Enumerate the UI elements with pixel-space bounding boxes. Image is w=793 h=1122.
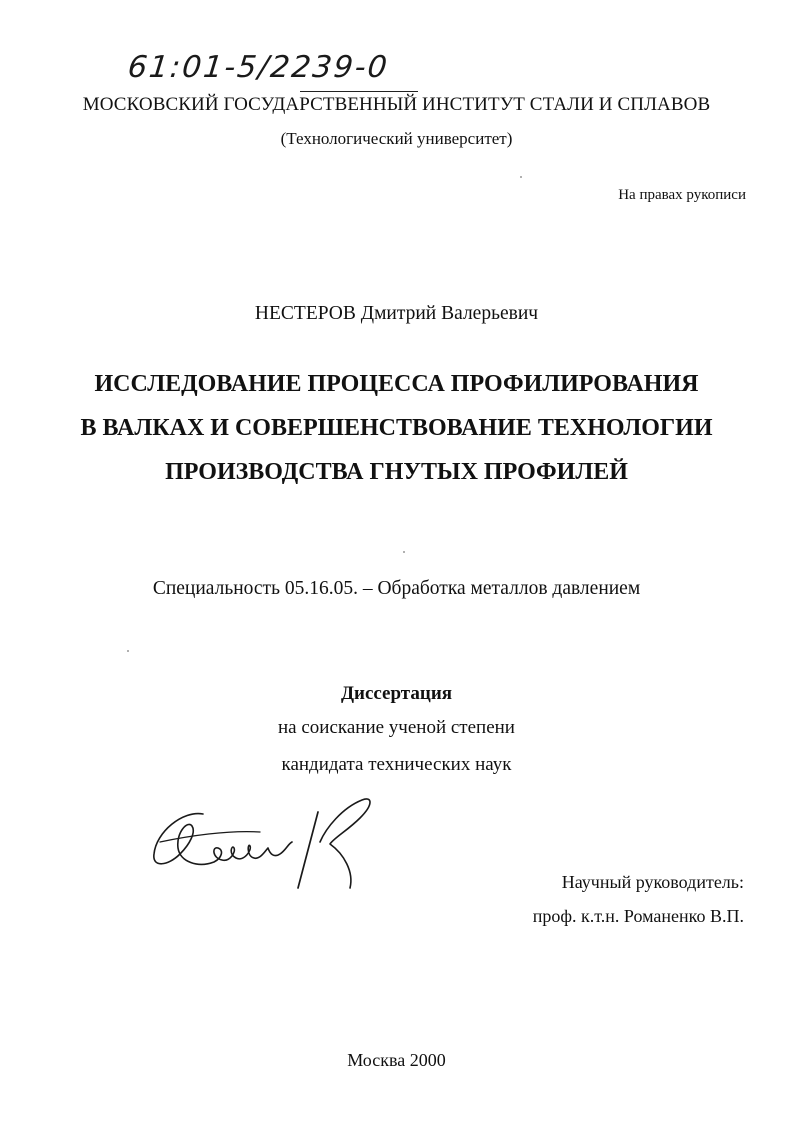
- institute-name: МОСКОВСКИЙ ГОСУДАРСТВЕННЫЙ ИНСТИТУТ СТАЛИ И СПЛАВОВ: [82, 94, 711, 115]
- institute-subtitle: (Технологический университет): [280, 129, 513, 148]
- author-name: НЕСТЕРОВ Дмитрий Валерьевич: [254, 303, 539, 324]
- scan-speck: [127, 650, 129, 652]
- scan-speck: [403, 551, 405, 553]
- archive-underline: [300, 91, 418, 92]
- dissertation-label: Диссертация: [340, 683, 453, 704]
- degree-line-1: на соискание ученой степени: [278, 717, 515, 738]
- rights-note: На правах рукописи: [618, 187, 746, 203]
- dissertation-title: [0, 362, 793, 494]
- supervisor-name: проф. к.т.н. Романенко В.П.: [532, 906, 744, 926]
- supervisor-label: Научный руководитель:: [561, 872, 744, 892]
- scan-speck: [520, 176, 522, 178]
- title-line: ИССЛЕДОВАНИЕ ПРОЦЕССА ПРОФИЛИРОВАНИЯ: [94, 371, 699, 397]
- city-year: Москва 2000: [347, 1050, 446, 1070]
- title-line: ПРОИЗВОДСТВА ГНУТЫХ ПРОФИЛЕЙ: [165, 459, 628, 485]
- archive-number: 61:01-5/2239-0: [126, 50, 391, 85]
- degree-line-2: кандидата технических наук: [281, 754, 512, 775]
- title-line: В ВАЛКАХ И СОВЕРШЕНСТВОВАНИЕ ТЕХНОЛОГИИ: [80, 415, 713, 441]
- specialty: Специальность 05.16.05. – Обработка металлов давлением: [152, 578, 641, 599]
- signature-image: [148, 792, 378, 892]
